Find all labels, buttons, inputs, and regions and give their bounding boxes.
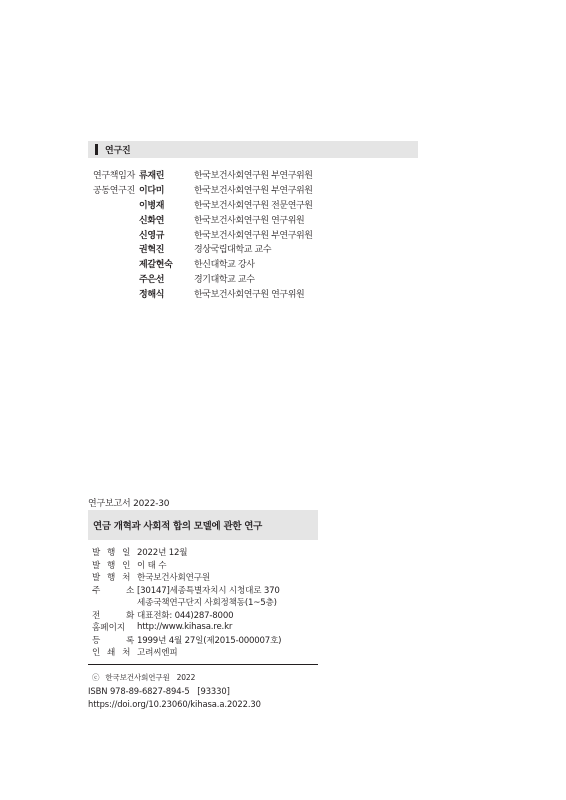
- pub-row: [92, 571, 281, 584]
- staff-name: 정해식: [139, 290, 165, 301]
- staff-row: [93, 167, 313, 182]
- pub-row: [92, 596, 281, 609]
- doi-link[interactable]: https://doi.org/10.23060/kihasa.a.2022.30: [88, 698, 261, 709]
- report-series: 연구보고서 2022-30: [88, 499, 170, 509]
- pub-row: [92, 546, 281, 559]
- staff-row: [93, 182, 313, 197]
- copyright-icon: ⓒ: [92, 673, 100, 682]
- section-title: 연구진: [105, 146, 131, 156]
- staff-affiliation: 한신대학교 강사: [194, 260, 255, 271]
- pub-row: [92, 584, 281, 597]
- copyright: [88, 671, 261, 684]
- staff-row: [93, 241, 313, 256]
- pub-row: [92, 609, 281, 622]
- pub-value: 1999년 4월 27일(제2015-000007호): [137, 635, 282, 646]
- staff-name: 제갈현숙: [139, 260, 173, 271]
- isbn: ISBN 978-89-6827-894-5 [93330]: [88, 685, 230, 696]
- staff-row: [93, 227, 313, 242]
- staff-role: 공동연구진: [93, 185, 135, 196]
- staff-affiliation: 경상국립대학교 교수: [194, 245, 272, 256]
- pub-label: 발 행 처: [92, 573, 133, 584]
- staff-row: [93, 212, 313, 227]
- pub-row: [92, 634, 281, 647]
- pub-value: 고려씨엔피: [137, 648, 178, 659]
- staff-row: [93, 256, 313, 271]
- staff-name: 신영규: [139, 230, 165, 241]
- staff-name: 류재린: [139, 170, 165, 181]
- pub-value: [30147]세종특별자치시 시청대로 370: [137, 585, 280, 596]
- copyright-text: 한국보건사회연구원 2022: [105, 673, 196, 682]
- report-title: 연금 개혁과 사회적 합의 모델에 관한 연구: [93, 521, 262, 532]
- pub-value: 2022년 12월: [137, 548, 188, 559]
- staff-name: 권혁진: [139, 245, 165, 256]
- pub-label: 등 록: [92, 635, 137, 646]
- pub-label: 인 쇄 처: [92, 648, 133, 659]
- staff-row: [93, 271, 313, 286]
- pub-value: 한국보건사회연구원: [137, 573, 210, 584]
- research-team-list: [93, 167, 313, 301]
- staff-affiliation: 한국보건사회연구원 부연구위원: [194, 185, 313, 196]
- staff-row: [93, 286, 313, 301]
- homepage-link[interactable]: http://www.kihasa.re.kr: [137, 622, 233, 633]
- publication-info: [92, 546, 281, 659]
- pub-value: 대표전화: 044)287-8000: [137, 610, 234, 621]
- report-title-box: [88, 510, 318, 540]
- research-team-header: [88, 141, 418, 158]
- staff-affiliation: 한국보건사회연구원 연구위원: [194, 290, 305, 301]
- pub-label: 발 행 인: [92, 560, 133, 571]
- pub-row: [92, 559, 281, 572]
- pub-label: 주 소: [92, 585, 137, 596]
- pub-label: 전 화: [92, 610, 137, 621]
- staff-name: 이다미: [139, 185, 165, 196]
- staff-name: 이병재: [139, 200, 165, 211]
- staff-affiliation: 경기대학교 교수: [194, 275, 255, 286]
- footer-info: [88, 671, 261, 710]
- staff-affiliation: 한국보건사회연구원 부연구위원: [194, 230, 313, 241]
- pub-label: 발 행 일: [92, 548, 133, 559]
- pub-value: 세종국책연구단지 사회정책동(1~5층): [137, 598, 277, 609]
- divider: [88, 664, 318, 665]
- staff-affiliation: 한국보건사회연구원 연구위원: [194, 215, 305, 226]
- staff-row: [93, 197, 313, 212]
- staff-affiliation: 한국보건사회연구원 부연구위원: [194, 170, 313, 181]
- pub-row: [92, 621, 281, 634]
- staff-name: 주은선: [139, 275, 165, 286]
- pub-value: 이 태 수: [137, 560, 167, 571]
- pub-label: 홈페이지: [92, 623, 126, 634]
- staff-name: 신화연: [139, 215, 165, 226]
- staff-role: 연구책임자: [93, 170, 135, 181]
- section-marker: [95, 144, 98, 155]
- staff-affiliation: 한국보건사회연구원 전문연구원: [194, 200, 313, 211]
- pub-row: [92, 646, 281, 659]
